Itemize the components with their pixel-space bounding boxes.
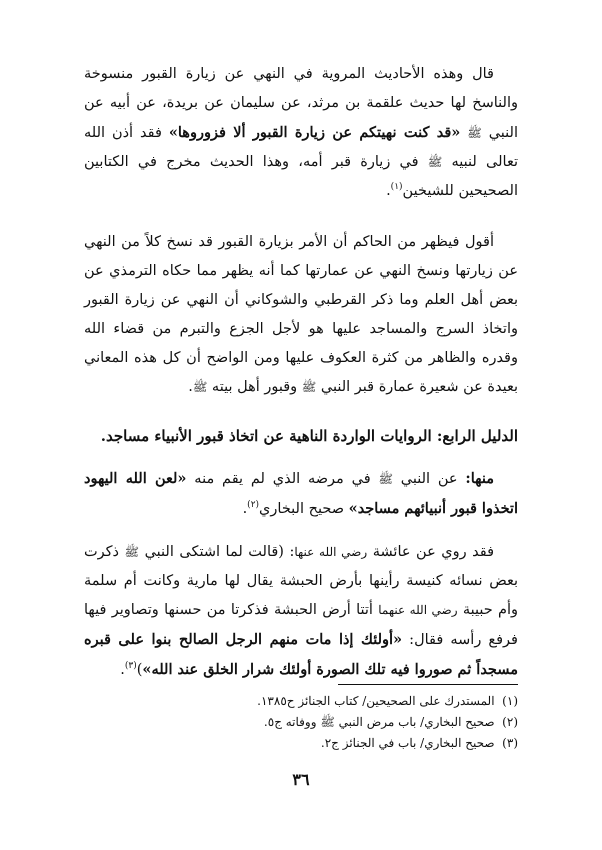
footnote-number: (٢) — [502, 715, 518, 729]
paragraph-3-label: منها: — [465, 470, 494, 487]
paragraph-1-text-a: قال وهذه الأحاديث المروية في النهي عن زيارة القبور منسوخة والناسخ لها حديث علقمة بن مرثد، عن سليمان عن بريدة، عن أبيه عن النبي — [84, 66, 518, 141]
honorific-salutation: ﷺ — [124, 545, 140, 559]
honorific-radiya: رضي الله عنها — [294, 545, 368, 559]
footnote-ref-1[interactable]: (١) — [390, 182, 403, 193]
paragraph-4-text-a: فقد روي عن عائشة — [367, 544, 494, 560]
footnotes-section — [84, 684, 518, 754]
honorific-salutation: ﷺ — [301, 380, 317, 394]
section-heading: الدليل الرابع: الروايات الواردة الناهية عن اتخاذ قبور الأنبياء مساجد. — [100, 427, 518, 445]
punctuation: . — [120, 662, 125, 678]
footnote-3 — [84, 733, 518, 754]
paragraph-4 — [84, 538, 518, 685]
hadith-quote: «أولئك إذا مات منهم الرجل الصالح بنوا على قبره مسجداً ثم صوروا فيه تلك الصورة أولئك شرار الخلق عند الله» — [84, 631, 518, 678]
honorific-salutation: ﷺ — [378, 472, 393, 486]
paragraph-3 — [84, 464, 518, 524]
footnote-number: (٣) — [502, 736, 518, 750]
page-number: ٣٦ — [292, 770, 310, 789]
paragraph-2-text-a: أقول فيظهر من الحاكم أن الأمر بزيارة القبور قد نسخ كلاً من النهي عن زيارتها ونسخ النهي عن عمارتها كما أنه يظهر مما حكاه الترمذي عن بعض أهل العلم وما ذكر القرطبي والشوكاني أن النهي عن زيارة القبور واتخاذ السرج والمساجد عليها هو لأجل الجزع والتبرم من قضاء الله وقدره والظاهر من كثرة العكوف عليها ومن الواضح أن كل هذه المعاني بعيدة عن شعيرة عمارة قبر النبي — [84, 234, 518, 395]
honorific-salutation: ﷺ — [467, 126, 482, 140]
paragraph-2-text-b: وقبور أهل بيته — [207, 379, 302, 395]
punctuation: . — [188, 379, 193, 395]
footnote-number: (١) — [502, 694, 518, 708]
footnote-text: صحيح البخاري/ باب مرض النبي — [334, 715, 495, 729]
footnote-text: المستدرك على الصحيحين/ كتاب الجنائز ح١٣٨٥. — [257, 694, 495, 708]
honorific-salutation: ﷺ — [427, 155, 443, 169]
footnote-ref-3[interactable]: (٣) — [124, 661, 137, 672]
paragraph-3-text-b: في مرضه الذي لم يقم منه — [186, 471, 379, 487]
paragraph-3-text-a: عن النبي — [392, 471, 466, 487]
main-text — [84, 60, 518, 695]
footnote-ref-2[interactable]: (٢) — [247, 500, 260, 511]
hadith-quote: «قد كنت نهيتكم عن زيارة القبور ألا فزوروها» — [168, 124, 461, 141]
honorific-radiya: رضي الله عنهما — [378, 603, 458, 617]
footnote-1 — [84, 691, 518, 712]
paragraph-3-text-c: صحيح البخاري — [259, 501, 349, 517]
honorific-salutation: ﷺ — [320, 715, 335, 729]
honorific-salutation: ﷺ — [192, 380, 208, 394]
punctuation: . — [242, 501, 248, 517]
footnote-text: ووفاته ج٥. — [263, 715, 321, 729]
footnote-2 — [84, 712, 518, 733]
paragraph-1-text-b: فقد أذن الله تعالى لنبيه — [84, 125, 518, 170]
punctuation: ) — [136, 662, 143, 678]
paragraph-4-text-d: أتتا أرض الحبشة فذكرتا من حسنها وتصاوير فيها فرفع رأسه فقال: — [84, 602, 518, 648]
paragraph-1-text-c: في زيارة قبر أمه، وهذا الحديث مخرج في الكتابين الصحيحين للشيخين — [84, 154, 518, 199]
paragraph-1 — [84, 60, 518, 206]
punctuation: . — [386, 183, 391, 199]
paragraph-2 — [84, 228, 518, 402]
hadith-quote: «لعن الله اليهود اتخذوا قبور أنبيائهم مساجد» — [84, 470, 518, 517]
paragraph-4-text-c: ذكرت بعض نسائه كنيسة رأينها بأرض الحبشة يقال لها مارية وكانت أم سلمة وأم حبيبة — [84, 544, 518, 618]
footnote-text: صحيح البخاري/ باب في الجنائز ج٢. — [320, 736, 495, 750]
paragraph-4-text-b: : (قالت لما اشتكى النبي — [139, 544, 295, 560]
footnote-divider — [338, 684, 518, 685]
